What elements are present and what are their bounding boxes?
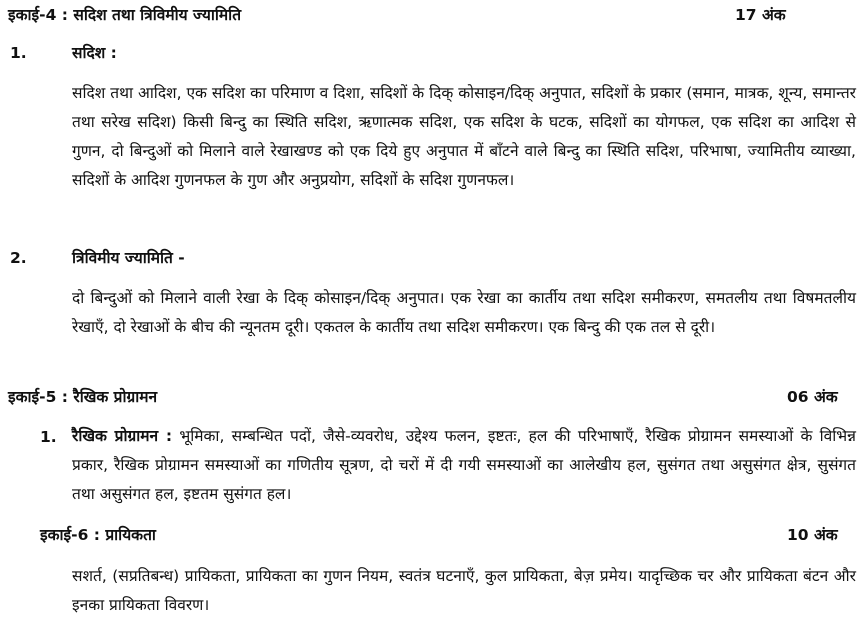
section2-title: त्रिविमीय ज्यामिति - — [72, 249, 185, 267]
unit6-heading — [0, 522, 868, 548]
unit5-heading — [0, 384, 868, 410]
section2-text: दो बिन्दुओं को मिलाने वाली रेखा के दिक् कोसाइन/दिक् अनुपात। एक रेखा का कार्तीय तथा सदिश समीकरण, समतलीय तथा विषमतलीय रेखाएँ, दो रेखाओं के बीच की न्यूनतम दूरी। एकतल के कार्तीय तथा सदिश समीकरण। एक बिन्दु की एक तल से दूरी। — [72, 289, 856, 336]
unit4-heading — [0, 2, 868, 28]
unit5-item-body: भूमिका, सम्बन्धित पदों, जैसे-व्यवरोध, उद्देश्य फलन, इष्टतः, हल की परिभाषाएँ, रैखिक प्रोग्रामन समस्याओं के विभिन्न प्रकार, रैखिक प्रोग्रामन समस्याओं का गणितीय सूत्रण, दो चरों में दी गयी समस्याओं का आलेखीय हल, सुसंगत तथा असुसंगत क्षेत्र, सुसंगत तथा असुसंगत हल, इष्टतम सुसंगत हल। — [72, 427, 857, 503]
section1-title: सदिश : — [72, 44, 117, 62]
unit6-marks: 10 अंक — [787, 526, 838, 544]
unit5-item-number: 1. — [40, 428, 57, 446]
section1-text: सदिश तथा आदिश, एक सदिश का परिमाण व दिशा, सदिशों के दिक् कोसाइन/दिक् अनुपात, सदिशों के प्रकार (समान, मात्रक, शून्य, समान्तर तथा सरेख सदिश) किसी बिन्दु का स्थिति सदिश, ऋणात्मक सदिश, एक सदिश के घटक, सदिशों का योगफल, एक सदिश का आदिश से गुणन, दो बिन्दुओं को मिलाने वाले रेखाखण्ड को एक दिये हुए अनुपात में बाँटने वाले बिन्दु का स्थिति सदिश, परिभाषा, ज्यामितीय व्याख्या, सदिशों के आदिश गुणनफल के गुण और अनुप्रयोग, सदिशों के सदिश गुणनफल। — [72, 84, 856, 189]
unit5-item-text — [72, 422, 856, 509]
unit4-title: इकाई-4 : सदिश तथा त्रिविमीय ज्यामिति — [8, 6, 242, 24]
unit6-title: इकाई-6 : प्रायिकता — [40, 526, 156, 544]
unit5-item-lead: रैखिक प्रोग्रामन : — [72, 427, 173, 445]
section2-number: 2. — [10, 249, 27, 267]
unit5-marks: 06 अंक — [787, 388, 838, 406]
unit6-text: सशर्त, (सप्रतिबन्ध) प्रायिकता, प्रायिकता का गुणन नियम, स्वतंत्र घटनाएँ, कुल प्रायिकता, बेज़ प्रमेय। यादृच्छिक चर और प्रायिकता बंटन और इनका प्रायिकता विवरण। — [72, 567, 856, 614]
section1-number: 1. — [10, 44, 27, 62]
unit4-marks: 17 अंक — [735, 6, 786, 24]
unit5-title: इकाई-5 : रैखिक प्रोग्रामन — [8, 388, 158, 406]
